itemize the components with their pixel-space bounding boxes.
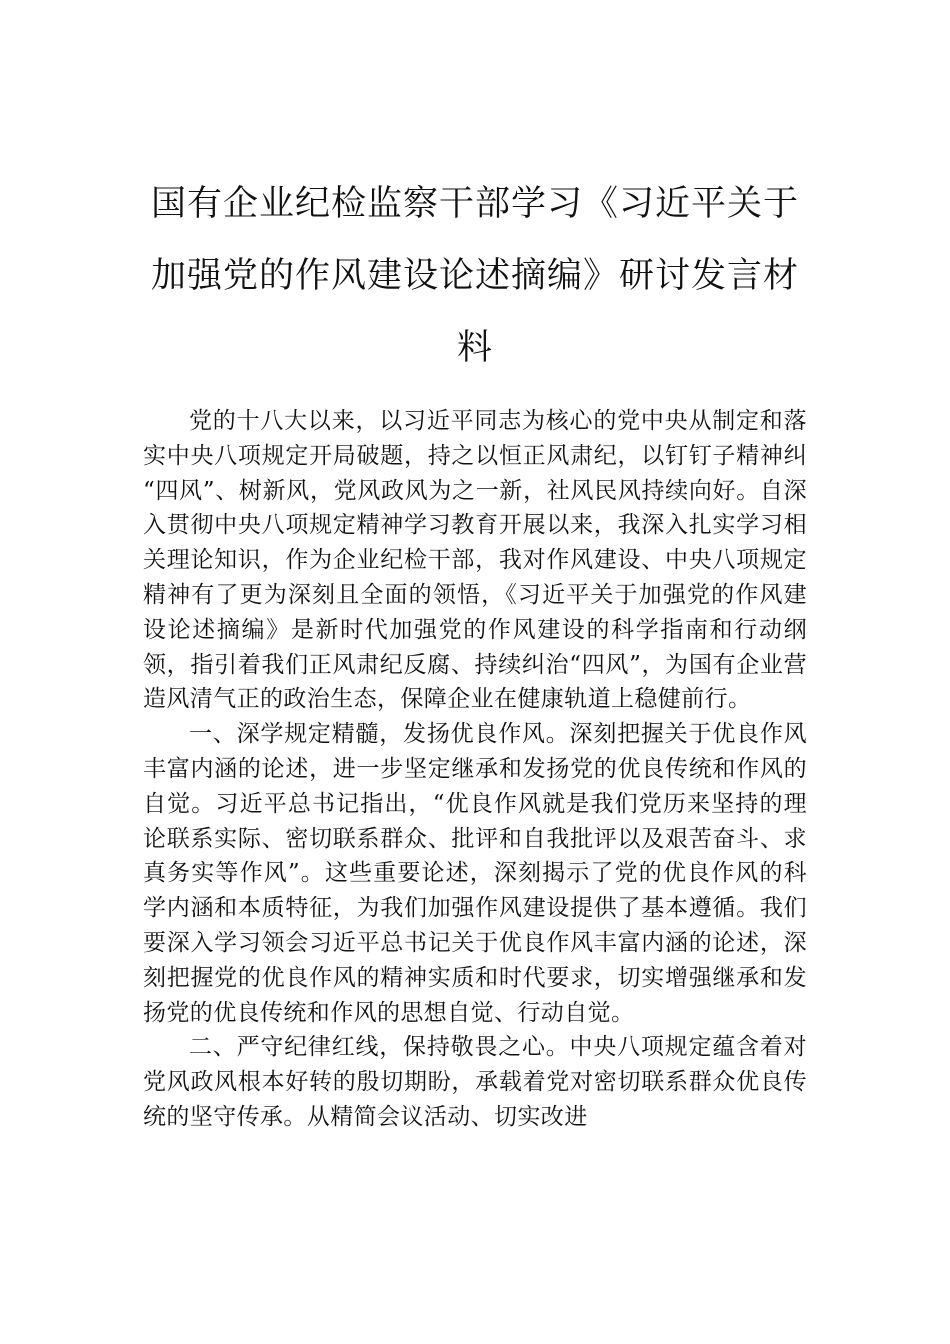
paragraph-section-2 [143,1030,807,1134]
paragraph-intro [143,404,807,717]
paragraph-text: 党的十八大以来，以习近平同志为核心的党中央从制定和落实中央八项规定开局破题，持之以恒正风肃纪，以钉钉子精神纠 “四风”、树新风，党风政风为之一新，社风民风持续向好。自深入贯彻中央八项规定精神学习教育开展以来，我深入扎实学习相关理论知识，作为企业纪检干部，我对作风建设、中央八项规定精神有了更为深刻且全面的领悟，《习近平关于加强党的作风建设论述摘编》是新时代加强党的作风建设的科学指南和行动纲领，指引着我们正风肃纪反腐、持续纠治“四风”，为国有企业营造风清气正的政治生态，保障企业在健康轨道上稳健前行。 [143,408,807,713]
paragraph-text: 中央八项规定蕴含着对党风政风根本好转的殷切期盼，承载着党对密切联系群众优良传统的坚守传承。从精简会议活动、切实改进 [143,1034,808,1130]
paragraph-section-1 [143,717,807,1030]
document-title: 国有企业纪检监察干部学习《习近平关于加强党的作风建设论述摘编》研讨发言材料 [150,184,799,368]
section-heading-2: 二、严守纪律红线，保持敬畏之心。 [189,1034,570,1061]
document-body [143,404,807,1135]
paragraph-text: 深刻把握关于优良作风丰富内涵的论述，进一步坚定继承和发扬党的优良传统和作风的自觉。习近平总书记指出，“优良作风就是我们党历来坚持的理论联系实际、密切联系群众、批评和自我批评以及艰苦奋斗、求真务实等作风”。这些重要论述，深刻揭示了党的优良作风的科学内涵和本质特征，为我们加强作风建设提供了基本遵循。我们要深入学习领会习近平总书记关于优良作风丰富内涵的论述，深刻把握党的优良作风的精神实质和时代要求，切实增强继承和发扬党的优良传统和作风的思想自觉、行动自觉。 [143,721,808,1026]
section-heading-1: 一、深学规定精髓，发扬优良作风。 [189,721,570,748]
